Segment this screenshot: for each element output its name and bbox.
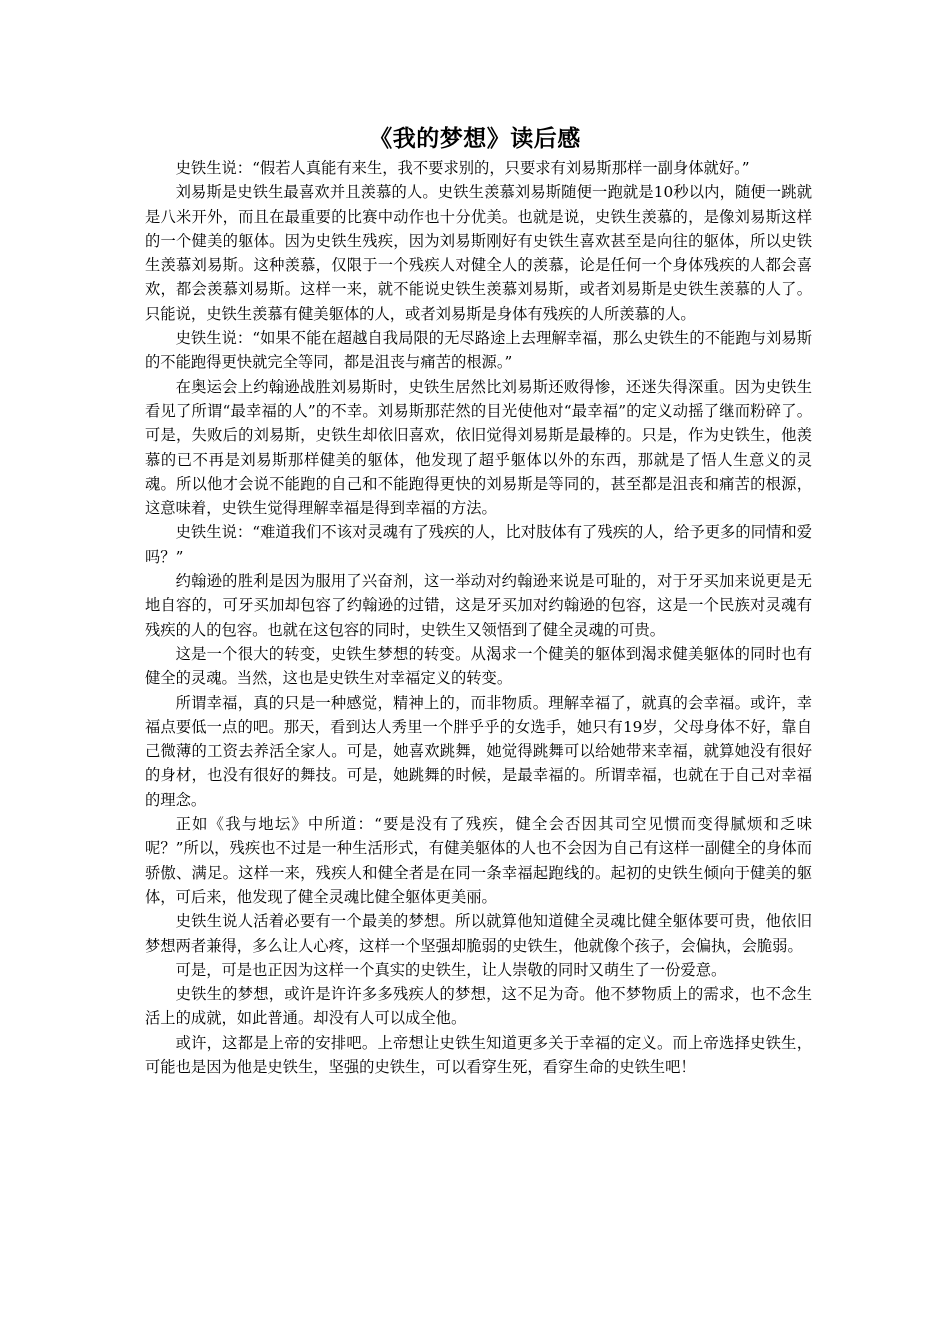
paragraph: 史铁生的梦想，或许是许许多多残疾人的梦想，这不足为奇。他不梦物质上的需求，也不念生活上的成就，如此普通。却没有人可以成全他。 — [145, 985, 812, 1028]
paragraph: 可是，可是也正因为这样一个真实的史铁生，让人崇敬的同时又萌生了一份爱意。 — [175, 960, 727, 979]
paragraph: 史铁生说人活着必要有一个最美的梦想。所以就算他知道健全灵魂比健全躯体要可贵，他依旧梦想两者兼得，多么让人心疼，这样一个坚强却脆弱的史铁生，他就像个孩子，会偏执，会脆弱。 — [145, 912, 812, 955]
paragraph: 史铁生说：“假若人真能有来生，我不要求别的，只要求有刘易斯那样一副身体就好。” — [175, 159, 750, 177]
paragraph: 这是一个很大的转变，史铁生梦想的转变。从渴求一个健美的躯体到渴求健美躯体的同时也有健全的灵魂。当然，这也是史铁生对幸福定义的转变。 — [145, 644, 812, 688]
paragraph: 或许，这都是上帝的安排吧。上帝想让史铁生知道更多关于幸福的定义。而上帝选择史铁生，可能也是因为他是史铁生，坚强的史铁生，可以看穿生死，看穿生命的史铁生吧！ — [145, 1033, 812, 1076]
document-title: 《我的梦想》读后感 — [369, 125, 581, 152]
paragraph: 在奥运会上约翰逊战胜刘易斯时，史铁生居然比刘易斯还败得惨，还迷失得深重。因为史铁生看见了所谓“最幸福的人”的不幸。刘易斯那茫然的目光使他对“最幸福”的定义动摇了继而粉碎了。可是，失败后的刘易斯，史铁生却依旧喜欢，依旧觉得刘易斯是最棒的。只是，作为史铁生，他羡慕的已不再是刘易斯那样健美的躯体，他发现了超乎躯体以外的东西，那就是了悟人生意义的灵魂。所以他才会说不能跑的自己和不能跑得更快的刘易斯是等同的，甚至都是沮丧和痛苦的根源，这意味着，史铁生觉得理解幸福是得到幸福的方法。 — [145, 377, 812, 518]
paragraph: 刘易斯是史铁生最喜欢并且羡慕的人。史铁生羡慕刘易斯随便一跑就是10秒以内，随便一跳就是八米开外，而且在最重要的比赛中动作也十分优美。也就是说，史铁生羡慕的，是像刘易斯这样的一个健美的躯体。因为史铁生残疾，因为刘易斯刚好有史铁生喜欢甚至是向往的躯体，所以史铁生羡慕刘易斯。这种羡慕，仅限于一个残疾人对健全人的羡慕，论是任何一个身体残疾的人都会喜欢，都会羡慕刘易斯。这样一来，就不能说史铁生羡慕刘易斯，或者刘易斯是史铁生羡慕的人了。只能说，史铁生羡慕有健美躯体的人，或者刘易斯是身体有残疾的人所羡慕的人。 — [145, 183, 812, 323]
paragraph: 约翰逊的胜利是因为服用了兴奋剂，这一举动对约翰逊来说是可耻的，对于牙买加来说更是无地自容的，可牙买加却包容了约翰逊的过错，这是牙买加对约翰逊的包容，这是一个民族对灵魂有残疾的人的包容。也就在这包容的同时，史铁生又领悟到了健全灵魂的可贵。 — [145, 572, 812, 639]
paragraph: 正如《我与地坛》中所道：“要是没有了残疾，健全会否因其司空见惯而变得腻烦和乏味呢？”所以，残疾也不过是一种生活形式，有健美躯体的人也不会因为自己有这样一副健全的身体而骄傲、满足。这样一来，残疾人和健全者是在同一条幸福起跑线的。起初的史铁生倾向于健美的躯体，可后来，他发现了健全灵魂比健全躯体更美丽。 — [145, 815, 812, 906]
paragraph: 史铁生说：“难道我们不该对灵魂有了残疾的人，比对肢体有了残疾的人，给予更多的同情和爱吗？” — [145, 523, 812, 566]
document-body — [145, 156, 812, 1079]
paragraph: 所谓幸福，真的只是一种感觉，精神上的，而非物质。理解幸福了，就真的会幸福。或许，幸福点要低一点的吧。那天，看到达人秀里一个胖乎乎的女选手，她只有19岁，父母身体不好，靠自己微薄的工资去养活全家人。可是，她喜欢跳舞，她觉得跳舞可以给她带来幸福，就算她没有很好的身材，也没有很好的舞技。可是，她跳舞的时候，是最幸福的。所谓幸福，也就在于自己对幸福的理念。 — [145, 693, 812, 809]
paragraph: 史铁生说：“如果不能在超越自我局限的无尽路途上去理解幸福，那么史铁生的不能跑与刘易斯的不能跑得更快就完全等同，都是沮丧与痛苦的根源。” — [145, 329, 812, 372]
